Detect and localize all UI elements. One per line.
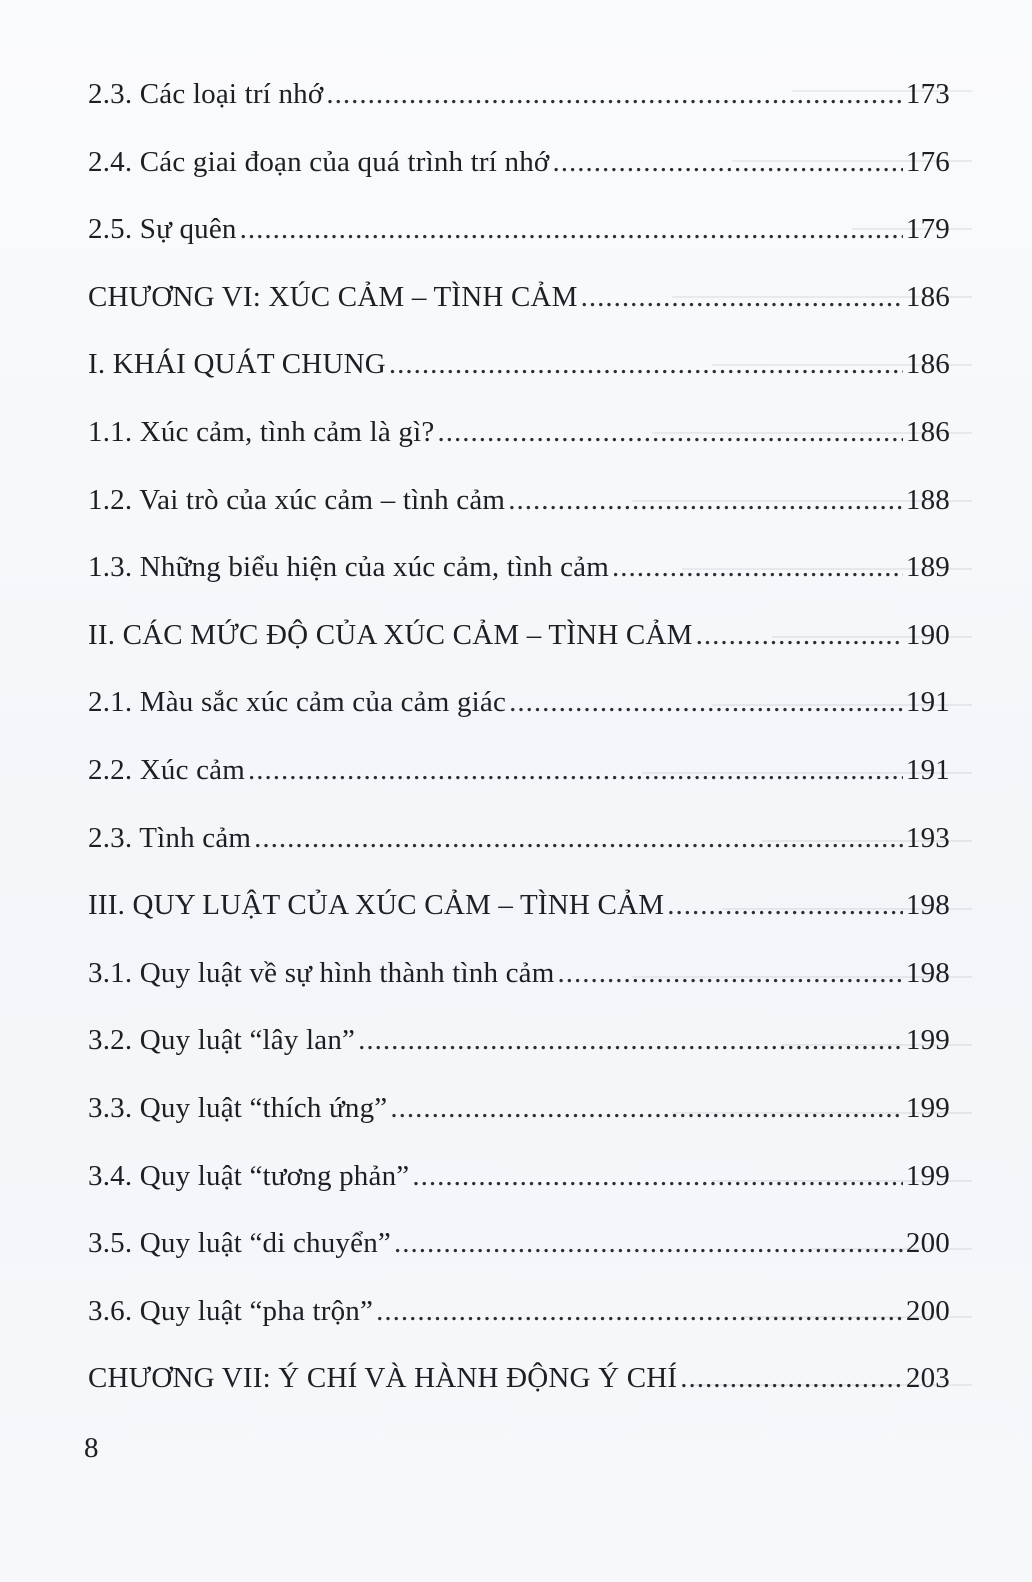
toc-entry[interactable] (88, 1160, 950, 1228)
dot-leader (248, 754, 903, 787)
dot-leader (558, 957, 903, 990)
toc-entry-page: 190 (905, 618, 950, 651)
toc-entry-title: 3.1. Quy luật về sự hình thành tình cảm (88, 956, 555, 989)
dot-leader (358, 1024, 903, 1057)
toc-entry-page: 199 (905, 1159, 950, 1192)
dot-leader (394, 1227, 903, 1260)
toc-entry-title: III. QUY LUẬT CỦA XÚC CẢM – TÌNH CẢM (88, 889, 665, 922)
toc-section-entry[interactable] (88, 348, 950, 416)
toc-entry[interactable] (88, 686, 950, 754)
toc-entry-title: 2.5. Sự quên (88, 213, 237, 246)
toc-entry-page: 191 (905, 686, 950, 719)
toc-entry-title: II. CÁC MỨC ĐỘ CỦA XÚC CẢM – TÌNH CẢM (88, 618, 693, 651)
toc-entry[interactable] (88, 957, 950, 1025)
toc-entry-title: 2.3. Các loại trí nhớ (88, 78, 324, 110)
dot-leader (389, 348, 903, 381)
toc-entry[interactable] (88, 1295, 950, 1363)
toc-entry[interactable] (88, 1092, 950, 1160)
toc-entry-title: 1.2. Vai trò của xúc cảm – tình cảm (88, 483, 506, 516)
toc-entry-title: 1.1. Xúc cảm, tình cảm là gì? (88, 415, 435, 448)
dot-leader (509, 686, 903, 719)
toc-entry[interactable] (88, 78, 950, 146)
toc-entry[interactable] (88, 146, 950, 214)
toc-entry-page: 189 (905, 551, 950, 584)
toc-entry[interactable] (88, 551, 950, 619)
dot-leader (390, 1092, 903, 1125)
dot-leader (326, 78, 903, 111)
toc-entry-title: 3.4. Quy luật “tương phản” (88, 1159, 410, 1192)
toc-entry[interactable] (88, 1024, 950, 1092)
toc-entry-title: 3.2. Quy luật “lây lan” (88, 1024, 356, 1057)
toc-entry-title: 3.6. Quy luật “pha trộn” (88, 1294, 374, 1327)
toc-entry-page: 198 (905, 889, 950, 922)
dot-leader (254, 822, 903, 855)
toc-chapter-entry[interactable] (88, 1362, 950, 1430)
toc-entry-page: 186 (905, 280, 950, 313)
dot-leader (240, 213, 903, 246)
table-of-contents (88, 78, 950, 1430)
toc-entry-page: 193 (905, 821, 950, 854)
toc-entry-title: 3.3. Quy luật “thích ứng” (88, 1091, 388, 1124)
toc-entry[interactable] (88, 484, 950, 552)
toc-entry-page: 176 (905, 145, 950, 178)
toc-entry-page: 191 (905, 753, 950, 786)
toc-entry-page: 200 (905, 1227, 950, 1260)
toc-entry-title: I. KHÁI QUÁT CHUNG (88, 348, 386, 381)
toc-entry-page: 200 (905, 1294, 950, 1327)
toc-section-entry[interactable] (88, 619, 950, 687)
dot-leader (437, 416, 902, 449)
dot-leader (552, 146, 902, 179)
dot-leader (508, 484, 903, 517)
toc-entry[interactable] (88, 416, 950, 484)
toc-entry-page: 199 (905, 1091, 950, 1124)
toc-chapter-entry[interactable] (88, 281, 950, 349)
toc-entry[interactable] (88, 754, 950, 822)
toc-entry-title: 2.4. Các giai đoạn của quá trình trí nhớ (88, 145, 550, 178)
dot-leader (612, 551, 903, 584)
toc-entry-title: 2.2. Xúc cảm (88, 753, 246, 786)
page-number: 8 (84, 1432, 99, 1464)
toc-entry[interactable] (88, 822, 950, 890)
toc-entry[interactable] (88, 1227, 950, 1295)
toc-entry-page: 179 (905, 213, 950, 246)
toc-entry[interactable] (88, 213, 950, 281)
dot-leader (412, 1160, 903, 1193)
dot-leader (696, 619, 903, 652)
toc-entry-page: 186 (905, 348, 950, 381)
toc-entry-title: 1.3. Những biểu hiện của xúc cảm, tình cảm (88, 551, 609, 584)
toc-entry-page: 186 (905, 415, 950, 448)
dot-leader (376, 1295, 903, 1328)
dot-leader (680, 1362, 903, 1395)
toc-entry-page: 198 (905, 956, 950, 989)
toc-entry-page: 188 (905, 483, 950, 516)
toc-entry-title: CHƯƠNG VI: XÚC CẢM – TÌNH CẢM (88, 280, 578, 313)
toc-entry-title: CHƯƠNG VII: Ý CHÍ VÀ HÀNH ĐỘNG Ý CHÍ (88, 1362, 678, 1395)
toc-section-entry[interactable] (88, 889, 950, 957)
dot-leader (581, 281, 903, 314)
toc-entry-page: 173 (905, 78, 950, 110)
dot-leader (667, 889, 903, 922)
toc-entry-title: 3.5. Quy luật “di chuyển” (88, 1227, 391, 1260)
toc-entry-page: 203 (905, 1362, 950, 1395)
toc-entry-title: 2.3. Tình cảm (88, 821, 252, 854)
toc-entry-page: 199 (905, 1024, 950, 1057)
toc-entry-title: 2.1. Màu sắc xúc cảm của cảm giác (88, 686, 507, 719)
